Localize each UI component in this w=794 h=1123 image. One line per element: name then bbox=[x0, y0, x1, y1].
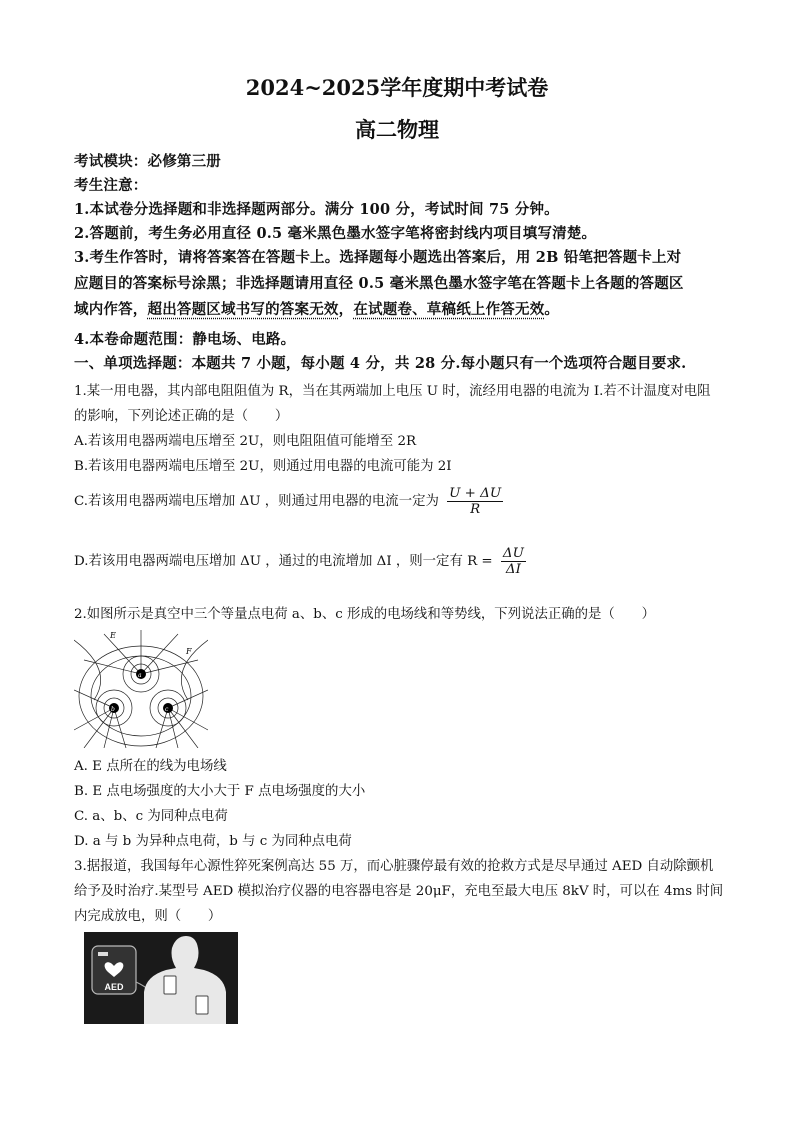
attention-heading: 考生注意： bbox=[74, 177, 148, 194]
section-1-heading: 一、单项选择题：本题共 7 小题，每小题 4 分，共 28 分.每小题只有一个选项符合题目要求. bbox=[74, 355, 687, 372]
q2-option-b: B. E 点电场强度的大小大于 F 点电场强度的大小 bbox=[74, 784, 366, 799]
aed-label: AED bbox=[104, 982, 124, 992]
q1-option-d-denominator: ΔI bbox=[505, 562, 521, 577]
note-2: 2.答题前，考生务必用直径 0.5 毫米黑色墨水签字笔将密封线内项目填写清楚。 bbox=[74, 225, 597, 242]
q1-stem-line-1: 1.某一用电器，其内部电阻阻值为 R，当在其两端加上电压 U 时，流经用电器的电流为 I.若不计温度对电阻 bbox=[74, 384, 711, 399]
q1-option-b: B.若该用电器两端电压增至 2U，则通过用电器的电流可能为 2I bbox=[74, 459, 452, 474]
aed-figure bbox=[84, 932, 238, 1024]
figure-label-c: c bbox=[165, 706, 169, 713]
figure-label-f: F bbox=[186, 647, 192, 656]
exam-title: 2024~2025学年度期中考试卷 bbox=[245, 75, 549, 100]
note-3-line-1: 3.考生作答时，请将答案答在答题卡上。选择题每小题选出答案后，用 2B 铅笔把答题卡上对 bbox=[74, 249, 682, 266]
q1-option-c-denominator: R bbox=[470, 502, 481, 517]
q2-option-a: A. E 点所在的线为电场线 bbox=[74, 759, 227, 774]
note-3-line-2: 应题目的答案标号涂黑；非选择题请用直径 0.5 毫米黑色墨水签字笔在答题卡上各题的答题区 bbox=[74, 275, 684, 292]
q1-option-c bbox=[74, 486, 503, 517]
q1-option-c-numerator: U + ΔU bbox=[449, 486, 502, 501]
note-4: 4.本卷命题范围：静电场、电路。 bbox=[74, 331, 296, 348]
note-3-part-a: 域内作答， bbox=[74, 301, 148, 318]
note-3-period: 。 bbox=[544, 301, 560, 318]
q1-option-c-fraction bbox=[447, 486, 503, 517]
note-1: 1.本试卷分选择题和非选择题两部分。满分 100 分，考试时间 75 分钟。 bbox=[74, 201, 559, 218]
q1-stem-line-2: 的影响，下列论述正确的是（ ） bbox=[74, 409, 289, 424]
figure-label-b: b bbox=[111, 706, 115, 713]
note-3-emphasis-2: 在试题卷、草稿纸上作答无效 bbox=[353, 301, 545, 318]
q1-option-d bbox=[74, 546, 526, 577]
q3-stem-line-3: 内完成放电，则（ ） bbox=[74, 909, 222, 924]
q2-stem: 2.如图所示是真空中三个等量点电荷 a、b、c 形成的电场线和等势线，下列说法正确的是（ ） bbox=[74, 607, 655, 622]
q1-option-d-numerator: ΔU bbox=[502, 546, 524, 561]
exam-module: 考试模块：必修第三册 bbox=[74, 153, 221, 170]
figure-label-e: E bbox=[110, 631, 116, 640]
q2-option-d: D. a 与 b 为异种点电荷，b 与 c 为同种点电荷 bbox=[74, 834, 352, 849]
q1-option-a: A.若该用电器两端电压增至 2U，则电阻阻值可能增至 2R bbox=[74, 434, 417, 449]
note-3-emphasis-1: 超出答题区域书写的答案无效 bbox=[147, 301, 339, 318]
q1-option-c-text: C.若该用电器两端电压增加 ΔU ，则通过用电器的电流一定为 bbox=[74, 494, 439, 509]
figure-label-a: a bbox=[138, 672, 142, 679]
note-3-comma: ， bbox=[338, 301, 354, 318]
q1-option-d-fraction bbox=[501, 546, 526, 577]
q3-stem-line-2: 给予及时治疗.某型号 AED 模拟治疗仪器的电容器电容是 20μF，充电至最大电压 8kV 时，可以在 4ms 时间 bbox=[74, 884, 724, 899]
q1-option-d-text: D.若该用电器两端电压增加 ΔU ，通过的电流增加 ΔI ，则一定有 R = bbox=[74, 554, 493, 569]
electric-field-figure bbox=[74, 630, 208, 748]
q2-option-c: C. a、b、c 为同种点电荷 bbox=[74, 809, 228, 824]
subject-title: 高二物理 bbox=[355, 117, 439, 142]
note-3-line-3 bbox=[74, 298, 559, 319]
q3-stem-line-1: 3.据报道，我国每年心源性猝死案例高达 55 万，而心脏骤停最有效的抢救方式是尽早通过 AED 自动除颤机 bbox=[74, 859, 714, 874]
